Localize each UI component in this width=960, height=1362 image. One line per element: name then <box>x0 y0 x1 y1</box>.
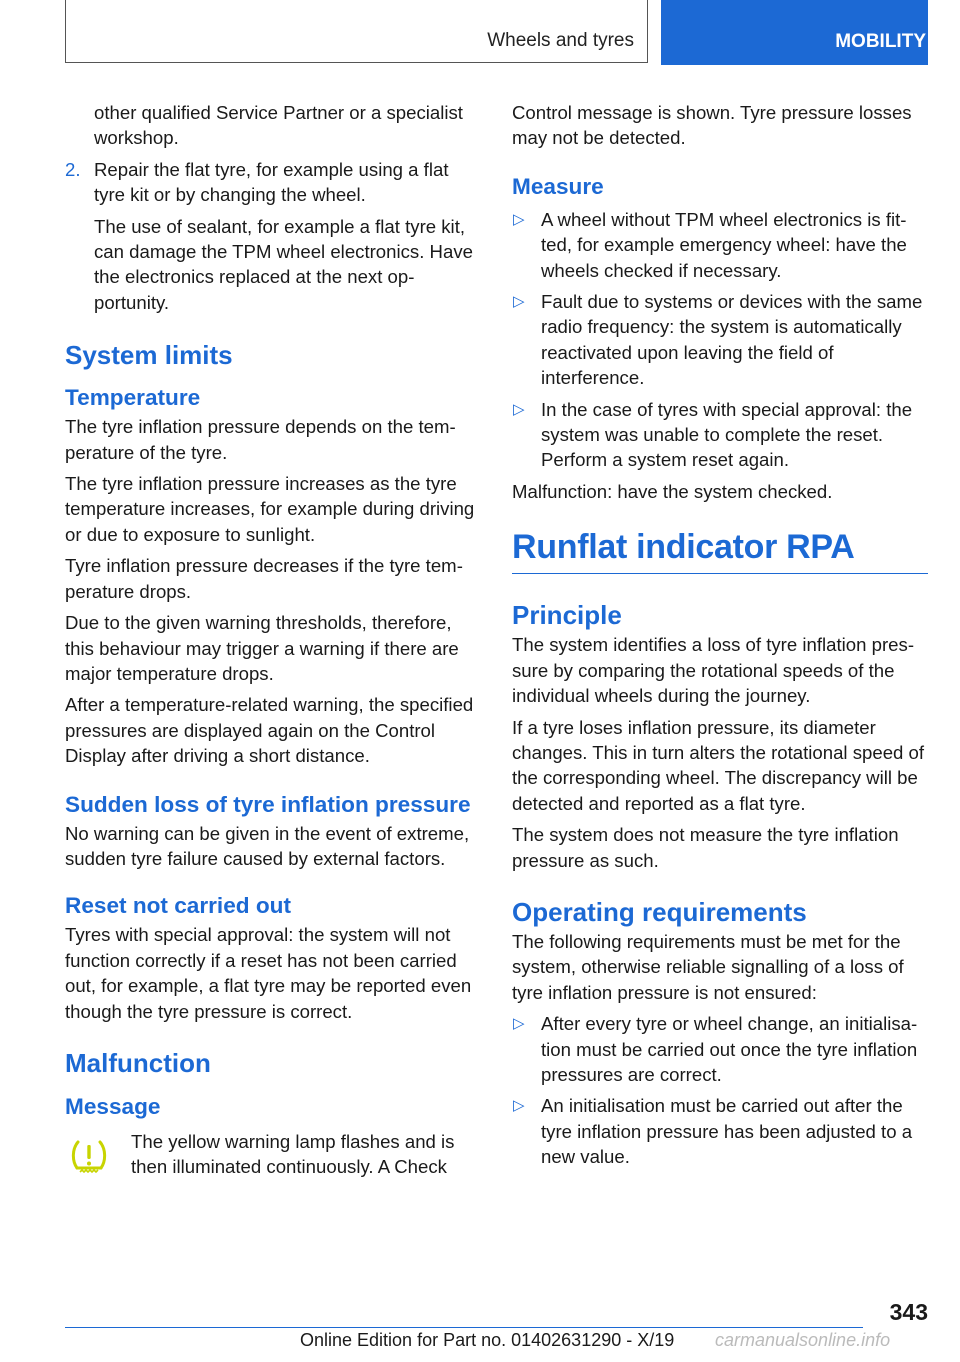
heading-system-limits: System limits <box>65 340 233 371</box>
paragraph: other qualified Service Partner or a specialist workshop. <box>94 102 463 149</box>
item-number: 2. <box>65 158 81 180</box>
list-item <box>512 289 928 391</box>
list-item-text: In the case of tyres with special approval: the system was unable to complete the reset. Perform a system reset again. <box>541 398 913 471</box>
heading-runflat-indicator: Runflat indicator RPA <box>512 528 855 567</box>
heading-temperature: Temperature <box>65 385 201 411</box>
item-text: Repair the flat tyre, for example using a flat tyre kit or by changing the wheel. <box>94 158 449 206</box>
paragraph: The yellow warning lamp flashes and is then illuminated continuously. A Check <box>131 1130 455 1178</box>
paragraph: If a tyre loses inflation pressure, its diameter changes. This in turn alters the rotational speed of the corresponding wheel. The discrepancy will be detected and reported as a flat tyre. <box>512 716 925 814</box>
chapter-tab <box>661 0 928 65</box>
heading-reset: Reset not carried out <box>65 893 291 919</box>
list-item <box>512 1011 928 1087</box>
heading-measure: Measure <box>512 173 604 199</box>
paragraph: The following requirements must be met for the system, otherwise reliable signalling of a loss of tyre inflation pressure is not ensured: <box>512 930 904 1003</box>
page-header <box>65 0 928 65</box>
item-note: The use of sealant, for example a flat tyre kit, can damage the TPM wheel electronics. Have the electronics replaced at the next opportunity. <box>94 215 473 313</box>
footer-rule <box>65 1327 863 1328</box>
triangle-bullet-icon: ▷ <box>513 210 525 228</box>
triangle-bullet-icon: ▷ <box>513 1015 525 1033</box>
paragraph: Control message is shown. Tyre pressure losses may not be detected. <box>512 102 912 149</box>
heading-message: Message <box>65 1093 161 1119</box>
heading-operating-requirements: Operating requirements <box>512 896 807 927</box>
paragraph: The tyre inflation pressure depends on the temperature of the tyre. <box>65 416 456 463</box>
heading-sudden-loss: Sudden loss of tyre inflation pressure <box>65 791 471 817</box>
paragraph: The tyre inflation pressure increases as the tyre temperature increases, for example during driving or due to exposure to sunlight. <box>65 473 475 545</box>
list-item-text: Fault due to systems or devices with the same radio frequency: the system is automatically reactivated upon leaving the field of interference. <box>541 291 923 389</box>
paragraph: Due to the given warning thresholds, therefore, this behaviour may trigger a warning if there are major temperature drops. <box>65 612 459 684</box>
left-column <box>65 100 480 1180</box>
list-item-text: An initialisation must be carried out after the tyre inflation pressure has been adjusted to a new value. <box>541 1095 913 1168</box>
paragraph: No warning can be given in the event of extreme, sudden tyre failure caused by external factors. <box>65 822 470 869</box>
numbered-item <box>65 157 480 315</box>
heading-malfunction: Malfunction <box>65 1047 211 1078</box>
list-item-text: A wheel without TPM wheel electronics is fitted, for example emergency wheel: have the wheels checked if necessary. <box>541 208 907 281</box>
paragraph: After a temperature-related warning, the specified pressures are displayed again on the Control Display after driving a short distance. <box>65 694 474 767</box>
measure-list <box>512 207 928 473</box>
paragraph: Tyres with special approval: the system will not function correctly if a reset has not been carried out, for example, a flat tyre may be reported even though the tyre pressure is correct. <box>65 924 472 1022</box>
paragraph: Malfunction: have the system checked. <box>512 480 833 502</box>
triangle-bullet-icon: ▷ <box>513 400 525 418</box>
paragraph: The system identifies a loss of tyre inflation pressure by comparing the rotational speeds of the individual wheels during the journey. <box>512 634 915 707</box>
footer-edition: Online Edition for Part no. 01402631290 - X/19 <box>300 1330 675 1350</box>
section-title: Wheels and tyres <box>487 30 634 51</box>
section-tab <box>65 0 648 63</box>
list-item <box>512 207 928 283</box>
list-item <box>512 397 928 473</box>
paragraph: Tyre inflation pressure decreases if the tyre temperature drops. <box>65 555 463 602</box>
heading-rule <box>512 573 928 574</box>
list-item <box>512 1093 928 1169</box>
page-number: 343 <box>889 1299 928 1325</box>
chapter-title: MOBILITY <box>835 31 926 52</box>
operating-list <box>512 1011 928 1169</box>
watermark-logo: carmanualsonline.info <box>715 1330 891 1350</box>
paragraph: The system does not measure the tyre inflation pressure as such. <box>512 824 899 871</box>
triangle-bullet-icon: ▷ <box>513 293 525 311</box>
list-item-text: After every tyre or wheel change, an initialisation must be carried out once the tyre inflation pressures are correct. <box>541 1013 918 1085</box>
warning-message <box>65 1129 480 1180</box>
heading-principle: Principle <box>512 600 622 631</box>
right-column <box>512 100 928 1170</box>
triangle-bullet-icon: ▷ <box>513 1097 525 1115</box>
tyre-pressure-warning-icon <box>69 1137 109 1177</box>
